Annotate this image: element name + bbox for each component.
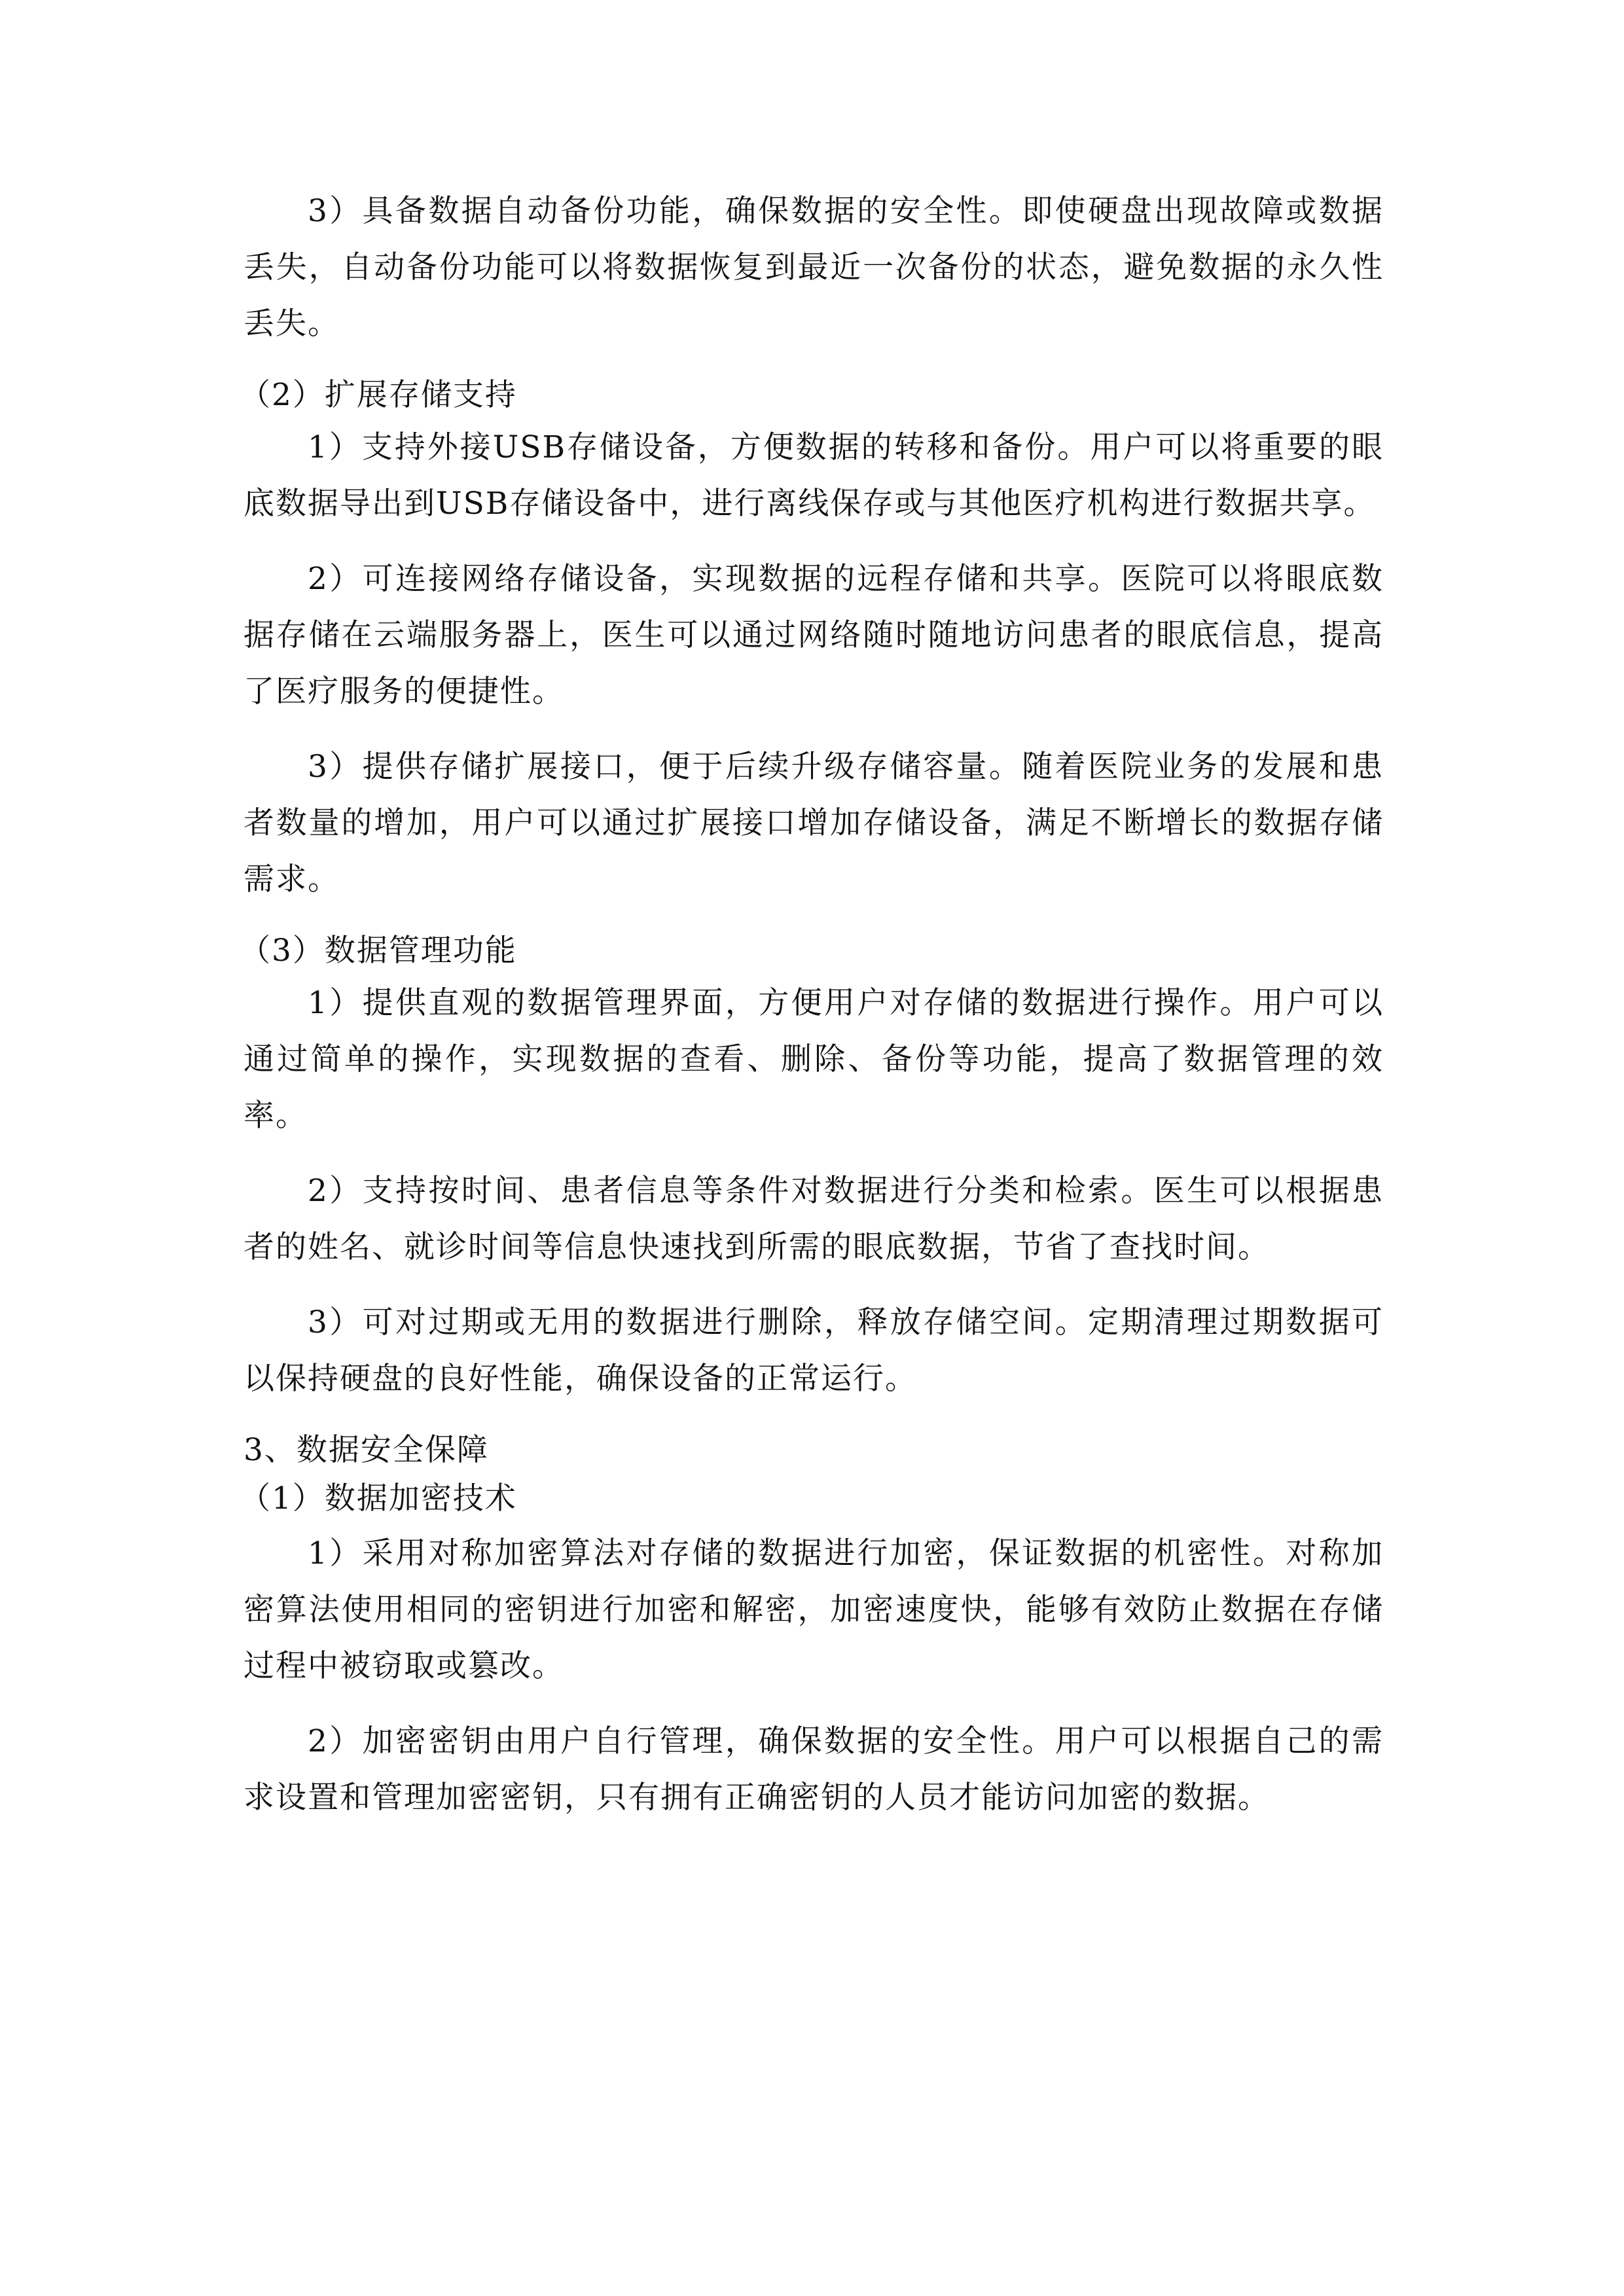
- heading-extended-storage: （2）扩展存储支持: [240, 377, 517, 413]
- paragraph-management-interface: 1）提供直观的数据管理界面，方便用户对存储的数据进行操作。用户可以通过简单的操作，实现数据的查看、删除、备份等功能，提高了数据管理的效率。: [244, 985, 1384, 1134]
- paragraph-storage-expansion: 3）提供存储扩展接口，便于后续升级存储容量。随着医院业务的发展和患者数量的增加，用户可以通过扩展接口增加存储设备，满足不断增长的数据存储需求。: [244, 749, 1384, 897]
- paragraph-key-management: 2）加密密钥由用户自行管理，确保数据的安全性。用户可以根据自己的需求设置和管理加密密钥，只有拥有正确密钥的人员才能访问加密的数据。: [244, 1723, 1384, 1816]
- paragraph-network-storage: 2）可连接网络存储设备，实现数据的远程存储和共享。医院可以将眼底数据存储在云端服务器上，医生可以通过网络随时随地访问患者的眼底信息，提高了医疗服务的便捷性。: [244, 561, 1384, 709]
- heading-encryption: （1）数据加密技术: [240, 1480, 517, 1516]
- heading-data-management: （3）数据管理功能: [240, 933, 517, 969]
- paragraph-delete-expired: 3）可对过期或无用的数据进行删除，释放存储空间。定期清理过期数据可以保持硬盘的良好性能，确保设备的正常运行。: [244, 1304, 1384, 1397]
- heading-data-security: 3、数据安全保障: [244, 1432, 489, 1468]
- paragraph-usb-storage: 1）支持外接USB存储设备，方便数据的转移和备份。用户可以将重要的眼底数据导出到USB存储设备中，进行离线保存或与其他医疗机构进行数据共享。: [244, 429, 1384, 522]
- paragraph-auto-backup: 3）具备数据自动备份功能，确保数据的安全性。即使硬盘出现故障或数据丢失，自动备份功能可以将数据恢复到最近一次备份的状态，避免数据的永久性丢失。: [244, 193, 1384, 342]
- paragraph-symmetric-encryption: 1）采用对称加密算法对存储的数据进行加密，保证数据的机密性。对称加密算法使用相同的密钥进行加密和解密，加密速度快，能够有效防止数据在存储过程中被窃取或篡改。: [244, 1535, 1384, 1684]
- document-body: [240, 183, 1384, 1845]
- paragraph-classify-search: 2）支持按时间、患者信息等条件对数据进行分类和检索。医生可以根据患者的姓名、就诊时间等信息快速找到所需的眼底数据，节省了查找时间。: [244, 1173, 1384, 1265]
